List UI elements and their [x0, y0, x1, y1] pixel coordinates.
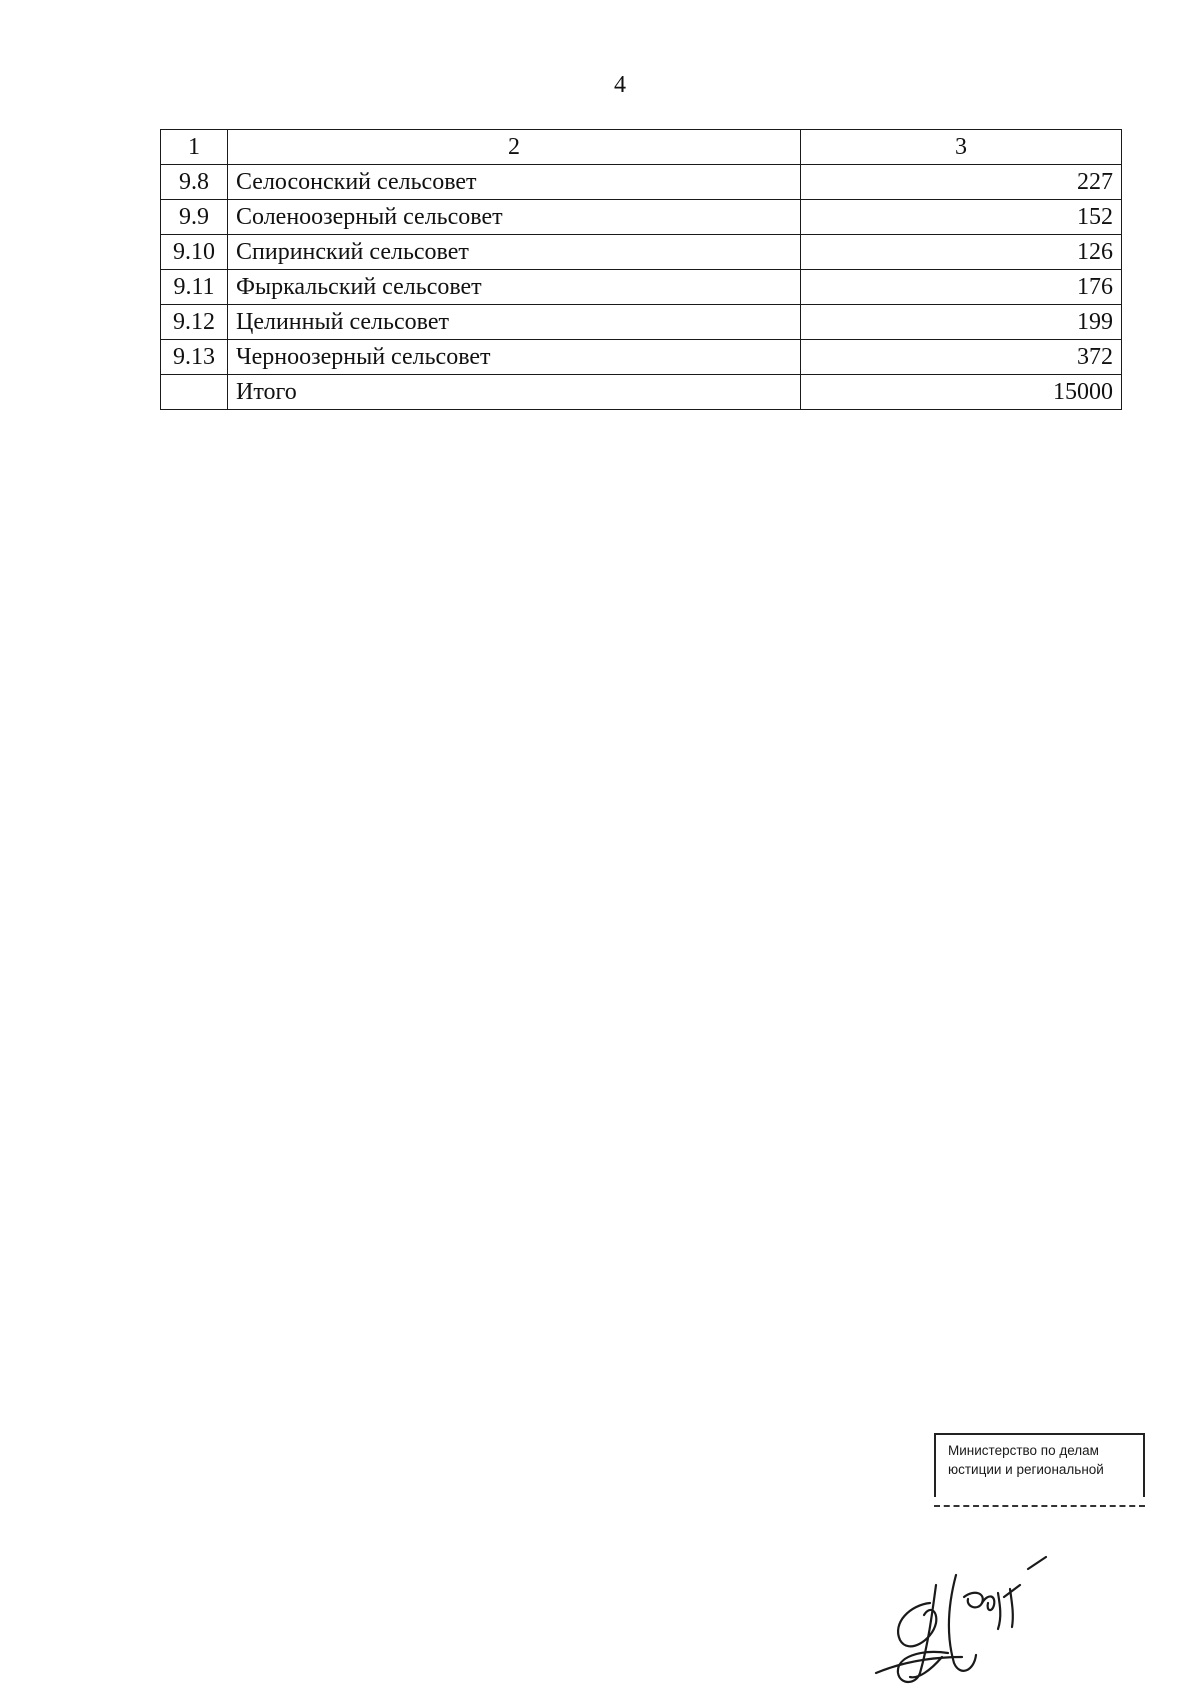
row-value: 176: [801, 270, 1122, 305]
row-value: 126: [801, 235, 1122, 270]
row-value: 372: [801, 340, 1122, 375]
allocation-table: [160, 129, 1122, 410]
header-cell-1: 1: [161, 130, 228, 165]
row-number: 9.8: [161, 165, 228, 200]
stamp-bottom-border: [934, 1505, 1145, 1507]
row-value: 152: [801, 200, 1122, 235]
row-name: Селосонский сельсовет: [228, 165, 801, 200]
total-value: 15000: [801, 375, 1122, 410]
stamp-line-1: Министерство по делам: [948, 1443, 1099, 1458]
row-number: 9.13: [161, 340, 228, 375]
header-cell-2: 2: [228, 130, 801, 165]
table-row: [161, 340, 1122, 375]
row-name: Фыркальский сельсовет: [228, 270, 801, 305]
row-name: Черноозерный сельсовет: [228, 340, 801, 375]
stamp-line-2: юстиции и региональной: [948, 1462, 1104, 1477]
page-number: 4: [614, 72, 626, 98]
table-row: [161, 235, 1122, 270]
total-label: Итого: [228, 375, 801, 410]
row-name: Соленоозерный сельсовет: [228, 200, 801, 235]
total-number: [161, 375, 228, 410]
row-value: 227: [801, 165, 1122, 200]
row-number: 9.12: [161, 305, 228, 340]
table-row: [161, 270, 1122, 305]
row-value: 199: [801, 305, 1122, 340]
registration-stamp: [934, 1433, 1145, 1497]
row-number: 9.9: [161, 200, 228, 235]
handwritten-signature: [870, 1545, 1070, 1690]
row-number: 9.10: [161, 235, 228, 270]
row-number: 9.11: [161, 270, 228, 305]
table-row: [161, 200, 1122, 235]
total-row: [161, 375, 1122, 410]
table-row: [161, 165, 1122, 200]
row-name: Целинный сельсовет: [228, 305, 801, 340]
table-row: [161, 305, 1122, 340]
header-cell-3: 3: [801, 130, 1122, 165]
row-name: Спиринский сельсовет: [228, 235, 801, 270]
table-header-row: [161, 130, 1122, 165]
